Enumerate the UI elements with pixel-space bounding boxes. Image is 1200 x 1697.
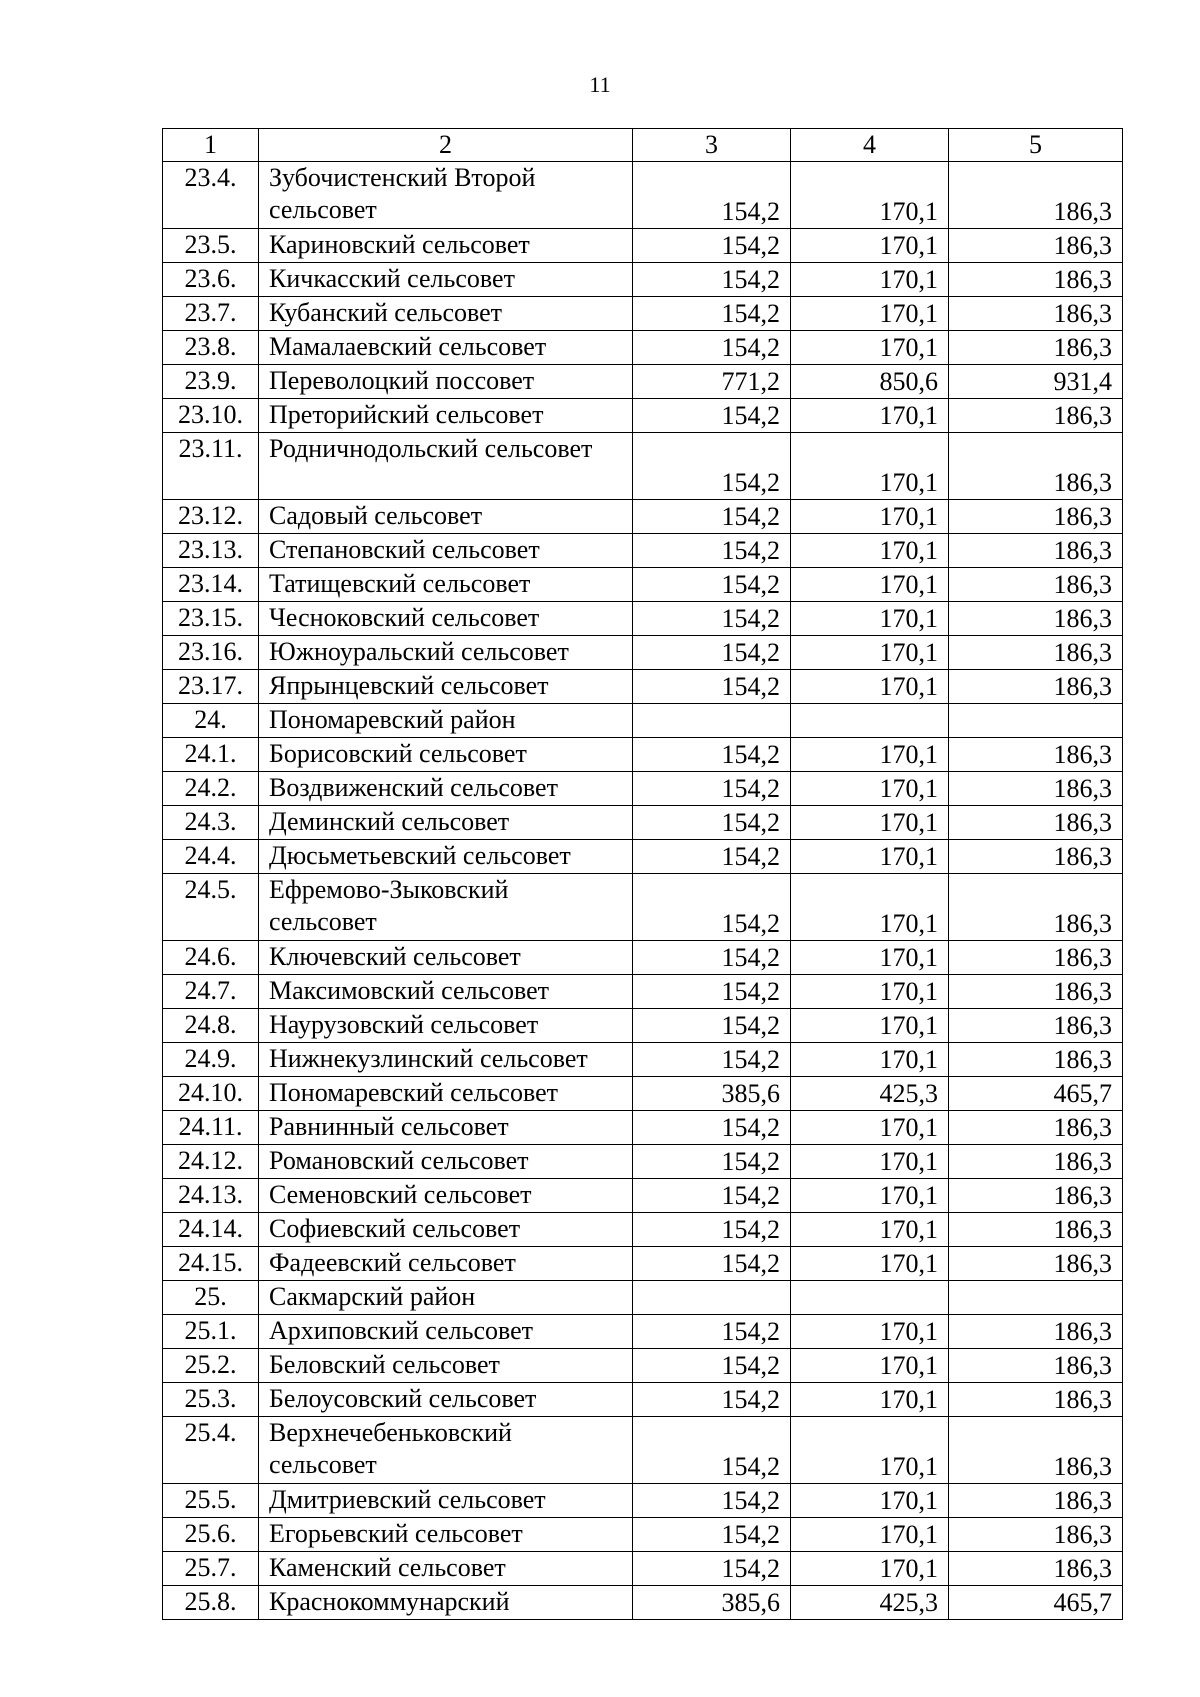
row-value-col4: 170,1	[791, 534, 949, 568]
row-name-cell: Фадеевский сельсовет	[259, 1247, 633, 1281]
table-row	[163, 1213, 1123, 1247]
row-value-col5: 465,7	[949, 1586, 1123, 1620]
row-value-col3: 154,2	[633, 331, 791, 365]
row-value-col5: 186,3	[949, 1417, 1123, 1484]
row-value-col5: 186,3	[949, 1145, 1123, 1179]
row-value-col4: 170,1	[791, 670, 949, 704]
row-value-col3: 154,2	[633, 975, 791, 1009]
row-number-cell: 24.1.	[163, 738, 259, 772]
row-name-cell: Сакмарский район	[259, 1281, 633, 1315]
row-value-col4: 170,1	[791, 1518, 949, 1552]
row-value-col5: 465,7	[949, 1077, 1123, 1111]
row-value-col3: 154,2	[633, 636, 791, 670]
row-value-col3: 154,2	[633, 806, 791, 840]
table-row	[163, 500, 1123, 534]
row-name-cell: Верхнечебеньковский сельсовет	[259, 1417, 633, 1484]
row-value-col4: 170,1	[791, 975, 949, 1009]
row-value-col5: 186,3	[949, 399, 1123, 433]
row-number-cell: 23.8.	[163, 331, 259, 365]
row-value-col3: 154,2	[633, 1552, 791, 1586]
row-value-col3: 154,2	[633, 941, 791, 975]
row-value-col3: 154,2	[633, 738, 791, 772]
row-number-cell: 23.16.	[163, 636, 259, 670]
row-name-cell: Татищевский сельсовет	[259, 568, 633, 602]
row-value-col3: 154,2	[633, 568, 791, 602]
table-row	[163, 1247, 1123, 1281]
row-number-cell: 24.4.	[163, 840, 259, 874]
row-name-cell: Степановский сельсовет	[259, 534, 633, 568]
row-value-col3: 154,2	[633, 670, 791, 704]
row-value-col4: 170,1	[791, 1043, 949, 1077]
row-value-col5	[949, 704, 1123, 738]
row-value-col4: 425,3	[791, 1586, 949, 1620]
row-number-cell: 24.8.	[163, 1009, 259, 1043]
row-number-cell: 23.12.	[163, 500, 259, 534]
column-header-5: 5	[949, 129, 1123, 162]
table-row	[163, 602, 1123, 636]
table-row	[163, 1484, 1123, 1518]
row-name-cell: Ключевский сельсовет	[259, 941, 633, 975]
table-row	[163, 874, 1123, 941]
row-number-cell: 23.14.	[163, 568, 259, 602]
row-value-col5: 186,3	[949, 602, 1123, 636]
row-number-cell: 24.7.	[163, 975, 259, 1009]
row-value-col3: 154,2	[633, 1484, 791, 1518]
row-name-cell: Егорьевский сельсовет	[259, 1518, 633, 1552]
row-value-col4: 170,1	[791, 1179, 949, 1213]
row-value-col5: 186,3	[949, 1179, 1123, 1213]
row-value-col4: 170,1	[791, 1145, 949, 1179]
column-header-2: 2	[259, 129, 633, 162]
row-value-col4: 170,1	[791, 1213, 949, 1247]
row-name-cell: Южноуральский сельсовет	[259, 636, 633, 670]
row-value-col4: 170,1	[791, 941, 949, 975]
row-value-col4: 170,1	[791, 1009, 949, 1043]
row-value-col3: 771,2	[633, 365, 791, 399]
row-value-col3: 154,2	[633, 840, 791, 874]
row-name-cell: Архиповский сельсовет	[259, 1315, 633, 1349]
row-number-cell: 23.9.	[163, 365, 259, 399]
row-name-cell: Беловский сельсовет	[259, 1349, 633, 1383]
row-value-col5: 186,3	[949, 1247, 1123, 1281]
row-value-col5: 186,3	[949, 941, 1123, 975]
row-value-col4: 170,1	[791, 1315, 949, 1349]
row-value-col4: 170,1	[791, 568, 949, 602]
row-value-col5: 186,3	[949, 806, 1123, 840]
row-name-cell: Преторийский сельсовет	[259, 399, 633, 433]
row-value-col3: 154,2	[633, 1315, 791, 1349]
row-value-col3: 154,2	[633, 602, 791, 636]
row-value-col5	[949, 1281, 1123, 1315]
table-row	[163, 1043, 1123, 1077]
row-value-col3: 154,2	[633, 433, 791, 500]
row-value-col4: 170,1	[791, 1484, 949, 1518]
row-value-col5: 186,3	[949, 500, 1123, 534]
table-row	[163, 772, 1123, 806]
table-row	[163, 1077, 1123, 1111]
row-value-col4	[791, 1281, 949, 1315]
row-value-col3: 154,2	[633, 1349, 791, 1383]
table-row	[163, 1417, 1123, 1484]
row-number-cell: 23.6.	[163, 263, 259, 297]
table-row	[163, 229, 1123, 263]
row-value-col5: 186,3	[949, 229, 1123, 263]
row-number-cell: 23.11.	[163, 433, 259, 500]
table-row	[163, 1009, 1123, 1043]
row-value-col4: 425,3	[791, 1077, 949, 1111]
row-value-col3: 154,2	[633, 1247, 791, 1281]
column-header-1: 1	[163, 129, 259, 162]
table-row	[163, 806, 1123, 840]
row-value-col5: 186,3	[949, 1349, 1123, 1383]
row-value-col3: 154,2	[633, 500, 791, 534]
row-value-col5: 186,3	[949, 975, 1123, 1009]
column-header-4: 4	[791, 129, 949, 162]
table-row	[163, 1315, 1123, 1349]
row-name-cell: Наурузовский сельсовет	[259, 1009, 633, 1043]
row-name-cell: Дюсьметьевский сельсовет	[259, 840, 633, 874]
row-value-col4: 170,1	[791, 1417, 949, 1484]
row-value-col4: 170,1	[791, 331, 949, 365]
row-name-cell: Родничнодольский сельсовет	[259, 433, 633, 500]
row-name-cell: Переволоцкий поссовет	[259, 365, 633, 399]
row-value-col3: 154,2	[633, 1009, 791, 1043]
row-name-cell: Пономаревский район	[259, 704, 633, 738]
row-name-cell: Япрынцевский сельсовет	[259, 670, 633, 704]
row-name-cell: Максимовский сельсовет	[259, 975, 633, 1009]
row-number-cell: 23.15.	[163, 602, 259, 636]
row-value-col5: 186,3	[949, 1043, 1123, 1077]
row-value-col5: 186,3	[949, 534, 1123, 568]
row-value-col3: 154,2	[633, 1043, 791, 1077]
table-header	[163, 129, 1123, 162]
row-value-col5: 186,3	[949, 1552, 1123, 1586]
row-number-cell: 25.8.	[163, 1586, 259, 1620]
row-value-col4: 170,1	[791, 1247, 949, 1281]
row-value-col5: 186,3	[949, 738, 1123, 772]
row-number-cell: 25.4.	[163, 1417, 259, 1484]
row-value-col4: 170,1	[791, 399, 949, 433]
row-value-col3: 154,2	[633, 1417, 791, 1484]
row-number-cell: 24.10.	[163, 1077, 259, 1111]
row-value-col3: 154,2	[633, 1179, 791, 1213]
table-row	[163, 433, 1123, 500]
row-value-col5: 186,3	[949, 263, 1123, 297]
table-row	[163, 534, 1123, 568]
row-name-cell: Нижнекузлинский сельсовет	[259, 1043, 633, 1077]
table-row	[163, 331, 1123, 365]
row-value-col3: 154,2	[633, 874, 791, 941]
row-name-cell: Ефремово-Зыковский сельсовет	[259, 874, 633, 941]
row-value-col5: 186,3	[949, 568, 1123, 602]
row-number-cell: 23.5.	[163, 229, 259, 263]
table-row	[163, 941, 1123, 975]
row-name-cell: Семеновский сельсовет	[259, 1179, 633, 1213]
table-body	[163, 162, 1123, 1620]
row-name-cell: Дмитриевский сельсовет	[259, 1484, 633, 1518]
row-value-col4: 170,1	[791, 806, 949, 840]
row-value-col3	[633, 704, 791, 738]
row-number-cell: 23.10.	[163, 399, 259, 433]
row-value-col5: 186,3	[949, 1315, 1123, 1349]
row-value-col4: 170,1	[791, 840, 949, 874]
row-value-col5: 186,3	[949, 874, 1123, 941]
row-name-cell: Кариновский сельсовет	[259, 229, 633, 263]
row-number-cell: 24.14.	[163, 1213, 259, 1247]
row-name-cell: Кичкасский сельсовет	[259, 263, 633, 297]
row-value-col5: 186,3	[949, 1111, 1123, 1145]
table-row	[163, 1281, 1123, 1315]
row-value-col3: 154,2	[633, 297, 791, 331]
row-value-col3: 154,2	[633, 162, 791, 229]
table-row	[163, 365, 1123, 399]
row-name-cell: Деминский сельсовет	[259, 806, 633, 840]
row-name-cell: Романовский сельсовет	[259, 1145, 633, 1179]
row-value-col4: 170,1	[791, 602, 949, 636]
row-value-col4: 170,1	[791, 1111, 949, 1145]
table-row	[163, 1145, 1123, 1179]
row-value-col4: 170,1	[791, 297, 949, 331]
row-value-col4: 170,1	[791, 1552, 949, 1586]
row-value-col3: 154,2	[633, 772, 791, 806]
row-number-cell: 24.3.	[163, 806, 259, 840]
row-value-col5: 186,3	[949, 297, 1123, 331]
row-name-cell: Белоусовский сельсовет	[259, 1383, 633, 1417]
table-row	[163, 840, 1123, 874]
row-number-cell: 24.13.	[163, 1179, 259, 1213]
row-value-col5: 186,3	[949, 1213, 1123, 1247]
row-name-cell: Зубочистенский Второй сельсовет	[259, 162, 633, 229]
row-name-cell: Краснокоммунарский	[259, 1586, 633, 1620]
row-value-col3	[633, 1281, 791, 1315]
row-name-cell: Чесноковский сельсовет	[259, 602, 633, 636]
table-row	[163, 1586, 1123, 1620]
row-name-cell: Мамалаевский сельсовет	[259, 331, 633, 365]
row-number-cell: 24.	[163, 704, 259, 738]
row-value-col5: 186,3	[949, 1518, 1123, 1552]
table-row	[163, 704, 1123, 738]
row-number-cell: 25.6.	[163, 1518, 259, 1552]
row-number-cell: 24.9.	[163, 1043, 259, 1077]
row-number-cell: 25.3.	[163, 1383, 259, 1417]
row-value-col5: 186,3	[949, 670, 1123, 704]
row-number-cell: 24.15.	[163, 1247, 259, 1281]
row-value-col3: 154,2	[633, 229, 791, 263]
table-row	[163, 738, 1123, 772]
table-row	[163, 975, 1123, 1009]
row-value-col4: 170,1	[791, 874, 949, 941]
row-value-col5: 186,3	[949, 1383, 1123, 1417]
row-value-col3: 154,2	[633, 1145, 791, 1179]
table-row	[163, 568, 1123, 602]
row-number-cell: 24.6.	[163, 941, 259, 975]
row-value-col3: 154,2	[633, 1111, 791, 1145]
table-row	[163, 1518, 1123, 1552]
row-value-col5: 186,3	[949, 1484, 1123, 1518]
table-row	[163, 1111, 1123, 1145]
table-row	[163, 1349, 1123, 1383]
table-row	[163, 162, 1123, 229]
page-number: 11	[589, 72, 611, 97]
row-value-col4: 170,1	[791, 500, 949, 534]
column-header-3: 3	[633, 129, 791, 162]
row-name-cell: Каменский сельсовет	[259, 1552, 633, 1586]
row-name-cell: Борисовский сельсовет	[259, 738, 633, 772]
table-row	[163, 399, 1123, 433]
row-value-col3: 385,6	[633, 1586, 791, 1620]
row-number-cell: 23.17.	[163, 670, 259, 704]
row-value-col3: 154,2	[633, 534, 791, 568]
row-value-col5: 186,3	[949, 636, 1123, 670]
row-number-cell: 23.13.	[163, 534, 259, 568]
row-value-col5: 186,3	[949, 433, 1123, 500]
row-value-col4: 170,1	[791, 738, 949, 772]
row-number-cell: 25.2.	[163, 1349, 259, 1383]
row-value-col4: 170,1	[791, 636, 949, 670]
row-name-cell: Пономаревский сельсовет	[259, 1077, 633, 1111]
table-row	[163, 1552, 1123, 1586]
row-value-col4: 170,1	[791, 162, 949, 229]
row-name-cell: Воздвиженский сельсовет	[259, 772, 633, 806]
row-value-col5: 931,4	[949, 365, 1123, 399]
row-value-col3: 154,2	[633, 1518, 791, 1552]
row-value-col4: 170,1	[791, 263, 949, 297]
row-value-col5: 186,3	[949, 162, 1123, 229]
row-value-col4: 170,1	[791, 229, 949, 263]
row-value-col5: 186,3	[949, 840, 1123, 874]
row-number-cell: 24.5.	[163, 874, 259, 941]
row-number-cell: 24.11.	[163, 1111, 259, 1145]
row-value-col4: 170,1	[791, 433, 949, 500]
row-number-cell: 23.4.	[163, 162, 259, 229]
table-row	[163, 263, 1123, 297]
row-name-cell: Софиевский сельсовет	[259, 1213, 633, 1247]
row-number-cell: 25.7.	[163, 1552, 259, 1586]
row-value-col3: 154,2	[633, 1383, 791, 1417]
table-row	[163, 297, 1123, 331]
row-value-col5: 186,3	[949, 1009, 1123, 1043]
row-value-col5: 186,3	[949, 772, 1123, 806]
table-row	[163, 1179, 1123, 1213]
row-value-col4: 850,6	[791, 365, 949, 399]
row-name-cell: Кубанский сельсовет	[259, 297, 633, 331]
row-value-col4	[791, 704, 949, 738]
row-value-col3: 154,2	[633, 263, 791, 297]
table-row	[163, 1383, 1123, 1417]
row-value-col5: 186,3	[949, 331, 1123, 365]
table-row	[163, 670, 1123, 704]
row-value-col3: 154,2	[633, 399, 791, 433]
table-row	[163, 636, 1123, 670]
row-value-col3: 154,2	[633, 1213, 791, 1247]
row-value-col4: 170,1	[791, 1383, 949, 1417]
row-value-col4: 170,1	[791, 1349, 949, 1383]
row-number-cell: 24.12.	[163, 1145, 259, 1179]
data-table	[162, 128, 1123, 1620]
row-number-cell: 24.2.	[163, 772, 259, 806]
row-value-col3: 385,6	[633, 1077, 791, 1111]
row-number-cell: 25.1.	[163, 1315, 259, 1349]
row-name-cell: Равнинный сельсовет	[259, 1111, 633, 1145]
row-number-cell: 25.5.	[163, 1484, 259, 1518]
row-number-cell: 23.7.	[163, 297, 259, 331]
row-number-cell: 25.	[163, 1281, 259, 1315]
row-value-col4: 170,1	[791, 772, 949, 806]
row-name-cell: Садовый сельсовет	[259, 500, 633, 534]
